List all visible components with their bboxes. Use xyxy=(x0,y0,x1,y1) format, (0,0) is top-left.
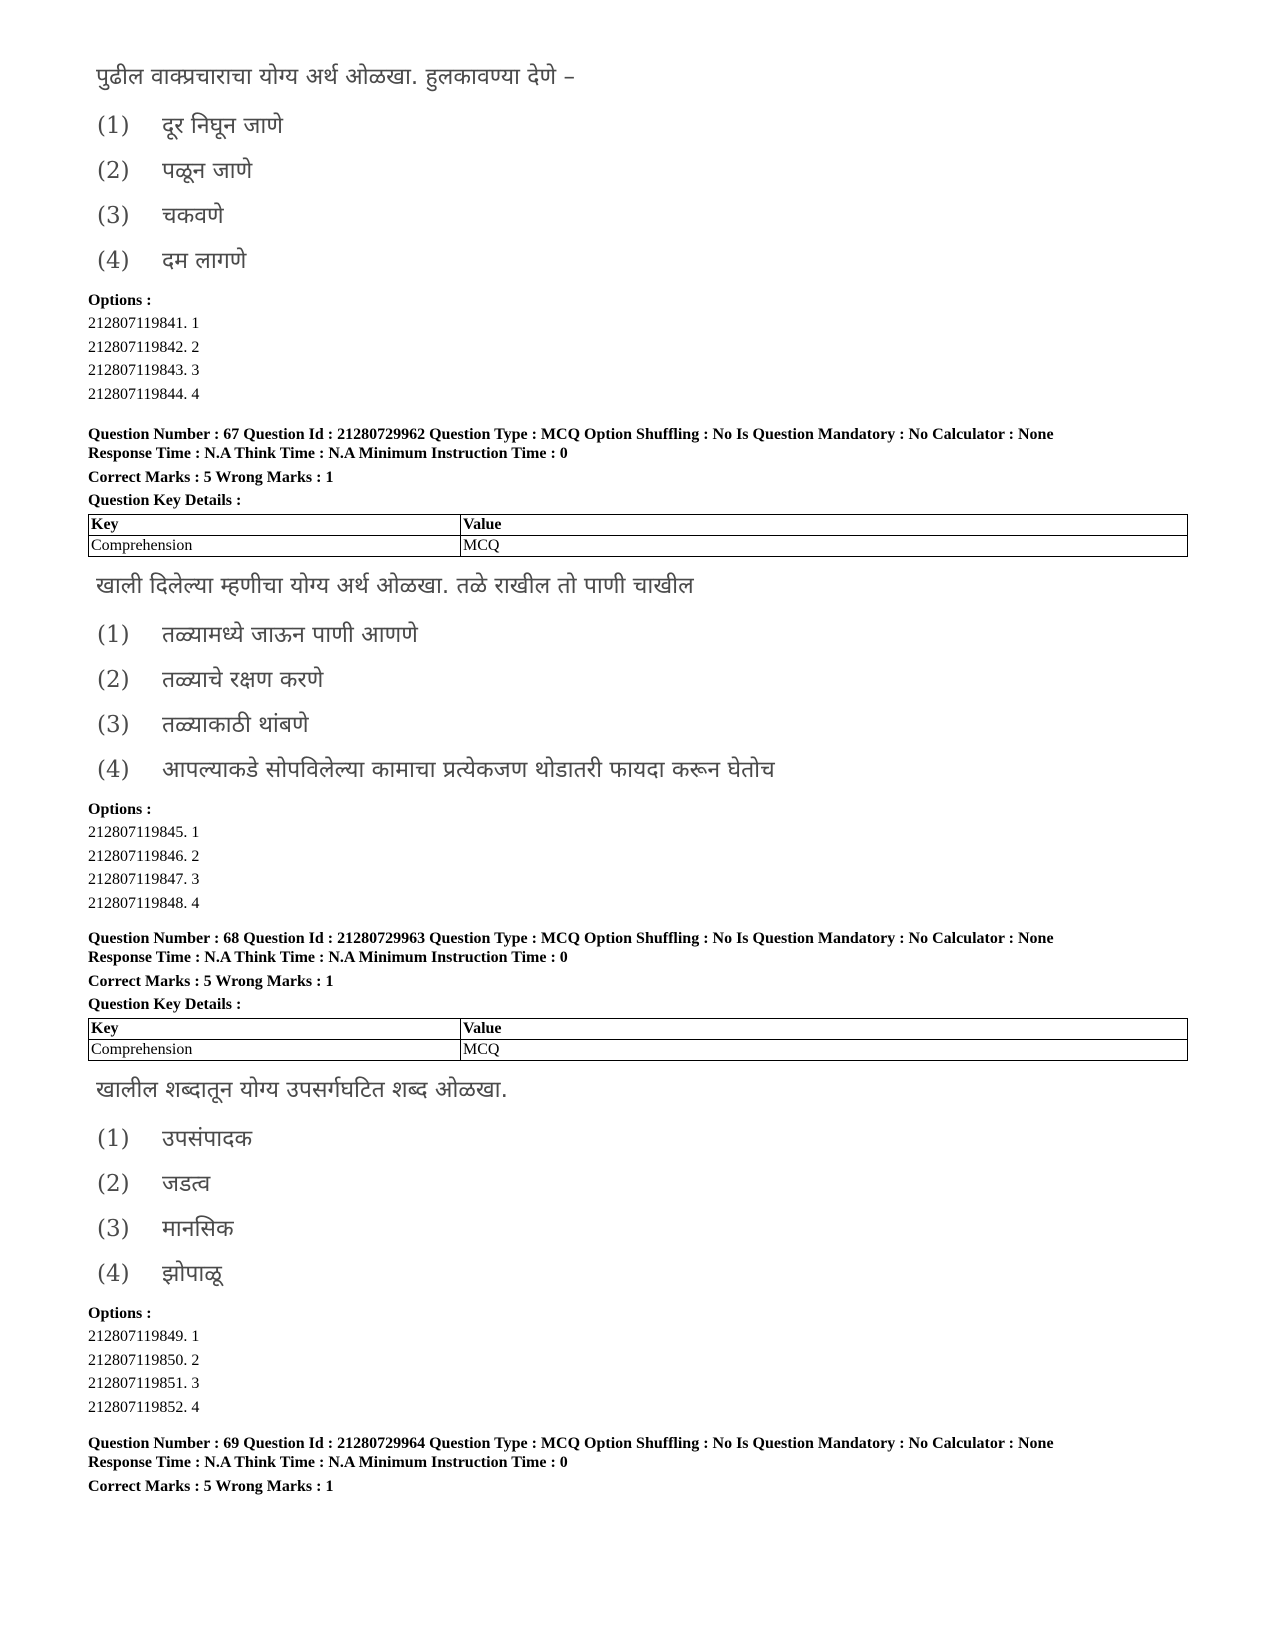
table-header-value: Value xyxy=(461,515,1188,536)
option-id: 212807119852. 4 xyxy=(88,1398,200,1416)
choice-3: (3) तळ्याकाठी थांबणे xyxy=(97,712,309,738)
key-details-table xyxy=(88,1018,1188,1061)
marks: Correct Marks : 5 Wrong Marks : 1 xyxy=(88,469,334,486)
option-id: 212807119843. 3 xyxy=(88,362,200,379)
option-id: 212807119842. 2 xyxy=(88,338,200,356)
table-header-key: Key xyxy=(89,515,461,536)
option-id: 212807119845. 1 xyxy=(88,824,200,841)
key-details-label: Question Key Details : xyxy=(88,996,242,1013)
question-67-block xyxy=(88,425,1188,915)
option-id: 212807119848. 4 xyxy=(88,894,200,912)
table-cell-key: Comprehension xyxy=(89,536,461,557)
choice-3: (3) चकवणे xyxy=(97,203,224,229)
choice-1: (1) उपसंपादक xyxy=(97,1126,253,1152)
question-meta: Question Number : 69 Question Id : 21280729964 Question Type : MCQ Option Shuffling : No Is Question Mandatory : No Calculator : None Response Time : N.A Think Time : N.A Minimum Instruction Time : 0 xyxy=(88,1435,1054,1471)
options-label: Options : xyxy=(88,292,152,309)
choice-4: (4) झोपाळू xyxy=(97,1261,222,1287)
question-meta: Question Number : 67 Question Id : 21280729962 Question Type : MCQ Option Shuffling : No Is Question Mandatory : No Calculator : None Response Time : N.A Think Time : N.A Minimum Instruction Time : 0 xyxy=(88,426,1054,462)
marks: Correct Marks : 5 Wrong Marks : 1 xyxy=(88,973,334,990)
question-text: खाली दिलेल्या म्हणीचा योग्य अर्थ ओळखा. तळे राखील तो पाणी चाखील xyxy=(96,573,694,599)
question-meta: Question Number : 68 Question Id : 21280729963 Question Type : MCQ Option Shuffling : No Is Question Mandatory : No Calculator : None Response Time : N.A Think Time : N.A Minimum Instruction Time : 0 xyxy=(88,930,1054,966)
option-id: 212807119844. 4 xyxy=(88,385,200,403)
question-68-block xyxy=(88,929,1188,1419)
choice-4: (4) आपल्याकडे सोपविलेल्या कामाचा प्रत्येकजण थोडातरी फायदा करून घेतोच xyxy=(97,757,775,783)
choice-1: (1) दूर निघून जाणे xyxy=(97,113,283,139)
table-cell-value: MCQ xyxy=(461,1040,1188,1061)
question-66-block xyxy=(88,62,1188,406)
table-header-value: Value xyxy=(461,1019,1188,1040)
option-id: 212807119841. 1 xyxy=(88,315,200,332)
option-id: 212807119846. 2 xyxy=(88,847,200,865)
question-69-block xyxy=(88,1434,1188,1498)
option-id: 212807119851. 3 xyxy=(88,1375,200,1392)
choice-2: (2) पळून जाणे xyxy=(97,158,253,184)
table-cell-key: Comprehension xyxy=(89,1040,461,1061)
key-details-label: Question Key Details : xyxy=(88,492,242,509)
option-id: 212807119847. 3 xyxy=(88,871,200,888)
options-label: Options : xyxy=(88,801,152,818)
marks: Correct Marks : 5 Wrong Marks : 1 xyxy=(88,1478,334,1495)
question-text: खालील शब्दातून योग्य उपसर्गघटित शब्द ओळखा. xyxy=(96,1077,508,1103)
table-header-key: Key xyxy=(89,1019,461,1040)
option-id: 212807119850. 2 xyxy=(88,1351,200,1369)
choice-1: (1) तळ्यामध्ये जाऊन पाणी आणणे xyxy=(97,622,418,648)
table-cell-value: MCQ xyxy=(461,536,1188,557)
key-details-table xyxy=(88,514,1188,557)
option-id: 212807119849. 1 xyxy=(88,1328,200,1345)
choice-2: (2) जडत्व xyxy=(97,1171,211,1197)
options-label: Options : xyxy=(88,1305,152,1322)
choice-3: (3) मानसिक xyxy=(97,1216,234,1242)
question-text: पुढील वाक्प्रचाराचा योग्य अर्थ ओळखा. हुलकावण्या देणे – xyxy=(96,64,575,90)
choice-2: (2) तळ्याचे रक्षण करणे xyxy=(97,667,324,693)
choice-4: (4) दम लागणे xyxy=(97,248,247,274)
